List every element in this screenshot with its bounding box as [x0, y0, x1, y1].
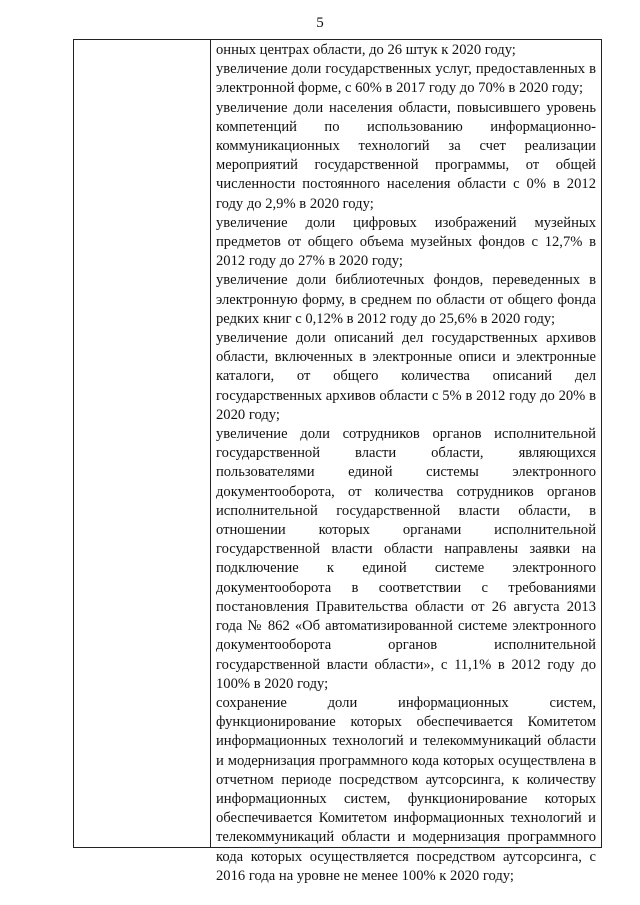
indicator-paragraph: увеличение доли описаний дел государственных архивов области, включенных в электронные описи и электронные каталоги, от общего количества описаний дел государственных архивов области с 5% в 2012 году до 20% в 2020 году;	[216, 330, 596, 423]
document-table	[73, 39, 602, 884]
indicator-paragraph: увеличение доли библиотечных фондов, переведенных в электронную форму, в среднем по области от общего фонда редких книг с 0,12% в 2012 году до 25,6% в 2020 году;	[216, 272, 596, 327]
indicator-paragraph: увеличение доли сотрудников органов исполнительной государственной власти области, являющихся пользователями единой системы электронного документооборота, от количества сотрудников органов исполнительной государственной власти области, в отношении которых органами исполнительной государственной власти области направлены заявки на подключение к единой системе электронного документооборота в соответствии с требованиями постановления Правительства области от 26 августа 2013 года № 862 «Об автоматизированной системе электронного документооборота органов исполнительной государственной власти области», с 11,1% в 2012 году до 100% в 2020 году;	[216, 426, 596, 692]
page-number: 5	[316, 15, 324, 31]
right-column-cell	[216, 41, 596, 886]
indicator-paragraph: сохранение доли информационных систем, функционирование которых обеспечивается Комитетом информационных технологий и телекоммуникаций области и модернизация программного кода которых осуществлена в отчетном периоде посредством аутсорсинга, к количеству информационных систем, функционирование которых обеспечивается Комитетом информационных технологий и телекоммуникаций области и модернизация программного кода которых осуществляется посредством аутсорсинга, с 2016 года на уровне не менее 100% к 2020 году;	[216, 694, 596, 884]
left-column-cell	[74, 39, 210, 847]
indicator-paragraph: увеличение доли цифровых изображений музейных предметов от общего объема музейных фондов с 12,7% в 2012 году до 27% в 2020 году;	[216, 214, 596, 270]
indicator-paragraph: увеличение доли населения области, повысившего уровень компетенций по использованию информационно-коммуникационных технологий за счет реализации мероприятий государственной программы, от общей численности постоянного населения области с 0% в 2012 году до 2,9% в 2020 году;	[216, 99, 596, 212]
indicator-paragraph: онных центрах области, до 26 штук к 2020 году;	[216, 42, 516, 58]
indicator-paragraph: увеличение доли государственных услуг, предоставленных в электронной форме, с 60% в 2017 году до 70% в 2020 году;	[216, 61, 596, 97]
column-divider	[210, 39, 211, 847]
